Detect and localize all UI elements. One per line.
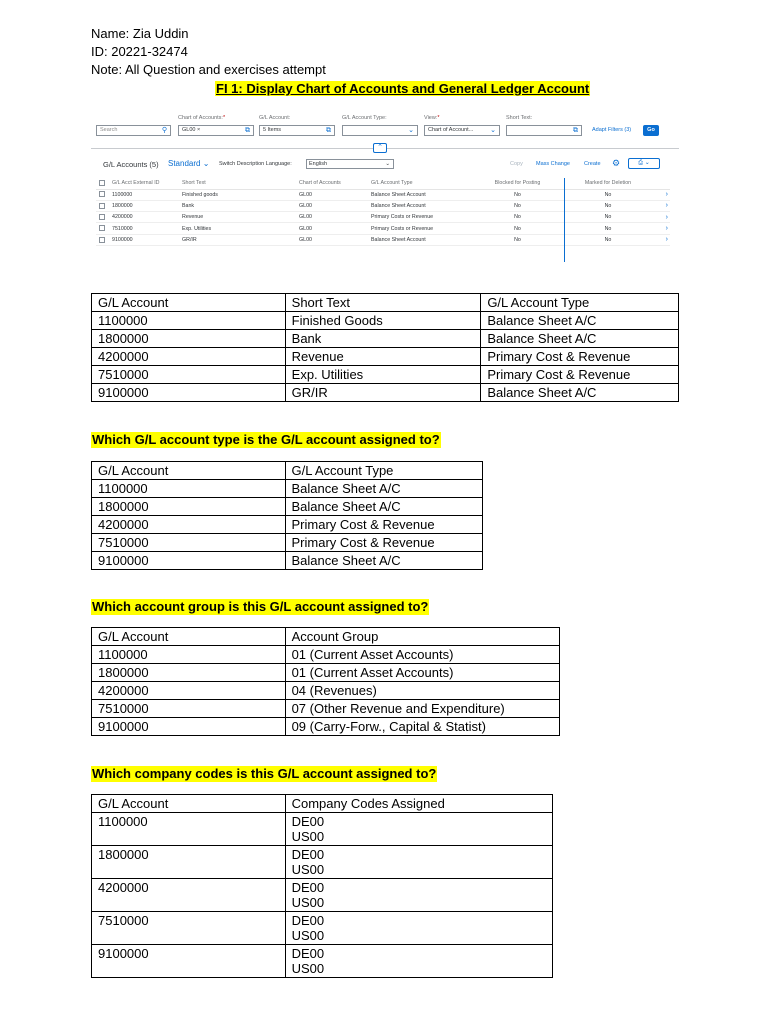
company-code: DE00 xyxy=(291,847,325,862)
table-row[interactable] xyxy=(96,223,670,234)
table-cell: 9100000 xyxy=(112,234,182,245)
table-row xyxy=(92,646,560,664)
create-button[interactable]: Create xyxy=(584,161,601,167)
question-account-group: Which account group is this G/L account assigned to? xyxy=(92,599,429,614)
row-checkbox-cell xyxy=(96,223,112,234)
go-button[interactable]: Go xyxy=(643,125,659,136)
table-cell: GL00 xyxy=(299,189,371,200)
chevron-right-icon[interactable]: › xyxy=(652,234,670,245)
table-cell: GL00 xyxy=(299,212,371,223)
sap-screenshot xyxy=(91,112,679,262)
table-cell xyxy=(285,912,552,945)
company-code: DE00 xyxy=(291,946,325,961)
table-cell: 1800000 xyxy=(112,200,182,211)
table-cell: Exp. Utilities xyxy=(285,366,481,384)
table-cell: Exp. Utilities xyxy=(182,223,299,234)
table-cell: GL00 xyxy=(299,200,371,211)
table-cell: Primary Cost & Revenue xyxy=(285,516,483,534)
table-row xyxy=(92,348,679,366)
table-cell: No xyxy=(471,200,564,211)
column-header: G/L Account xyxy=(92,462,286,480)
column-header: G/L Account Type xyxy=(481,294,679,312)
table-cell xyxy=(285,945,552,978)
table-cell: 1100000 xyxy=(92,646,286,664)
table-cell: Bank xyxy=(285,330,481,348)
table-title: G/L Accounts (5) xyxy=(103,160,159,169)
company-code: DE00 xyxy=(291,814,325,829)
gl-account-type-select[interactable] xyxy=(342,125,418,136)
question-company-codes: Which company codes is this G/L account assigned to? xyxy=(92,766,437,781)
column-header[interactable]: Chart of Accounts xyxy=(299,177,371,189)
row-checkbox[interactable] xyxy=(99,237,105,243)
table-cell: Finished goods xyxy=(182,189,299,200)
table-row xyxy=(92,384,679,402)
table-cell: 9100000 xyxy=(92,718,286,736)
note-text: Note: All Question and exercises attempt xyxy=(91,62,326,77)
collapse-header-icon[interactable]: ⌃ xyxy=(373,143,387,153)
table-cell: No xyxy=(471,234,564,245)
row-checkbox-cell xyxy=(96,200,112,211)
table-cell: 4200000 xyxy=(112,212,182,223)
table-row xyxy=(92,534,483,552)
table-cell xyxy=(285,846,552,879)
table-cell: 7510000 xyxy=(92,912,286,945)
row-checkbox-cell xyxy=(96,234,112,245)
chevron-down-icon: ⌄ xyxy=(385,161,390,167)
table-cell: Balance Sheet A/C xyxy=(285,498,483,516)
table-cell: 9100000 xyxy=(92,945,286,978)
row-checkbox-cell xyxy=(96,212,112,223)
table-cell: 1800000 xyxy=(92,664,286,682)
table-cell: Balance Sheet A/C xyxy=(481,312,679,330)
view-select[interactable]: Chart of Account... ⌄ xyxy=(424,125,500,136)
table-cell: 1800000 xyxy=(92,498,286,516)
table-cell: 04 (Revenues) xyxy=(285,682,559,700)
table-cell: 7510000 xyxy=(92,700,286,718)
table-cell: 7510000 xyxy=(112,223,182,234)
table-cell: Balance Sheet A/C xyxy=(285,552,483,570)
column-header[interactable]: Short Text xyxy=(182,177,299,189)
company-code: DE00 xyxy=(291,913,325,928)
table-cell: No xyxy=(564,223,652,234)
table-row xyxy=(92,552,483,570)
account-group-table xyxy=(91,627,560,736)
table-cell: 1100000 xyxy=(92,813,286,846)
gl-account-field[interactable]: 5 Items ⧉ xyxy=(259,125,335,136)
table-cell: 1100000 xyxy=(112,189,182,200)
table-row[interactable] xyxy=(96,200,670,211)
view-label: View:* xyxy=(424,115,440,121)
table-header-row xyxy=(92,628,560,646)
table-cell: No xyxy=(564,234,652,245)
row-checkbox[interactable] xyxy=(99,203,105,209)
adapt-filters-link[interactable]: Adapt Filters (3) xyxy=(592,127,632,133)
table-cell: GL00 xyxy=(299,223,371,234)
row-checkbox[interactable] xyxy=(99,225,105,231)
company-code: US00 xyxy=(291,895,325,910)
chevron-down-icon: ⌄ xyxy=(202,159,210,168)
table-cell: 1100000 xyxy=(92,312,286,330)
student-id: ID: 20221-32474 xyxy=(91,44,188,59)
column-header[interactable]: Marked for Deletion xyxy=(564,177,652,189)
chart-of-accounts-label: Chart of Accounts:* xyxy=(178,115,226,121)
export-button[interactable] xyxy=(628,158,660,169)
gl-account-label: G/L Account: xyxy=(259,115,291,121)
column-resize-handle[interactable] xyxy=(564,178,565,262)
company-code: US00 xyxy=(291,961,325,976)
column-header[interactable]: G/L Acct External ID xyxy=(112,177,182,189)
copy-button[interactable]: Copy xyxy=(510,161,523,167)
short-text-field[interactable] xyxy=(506,125,582,136)
table-header-row xyxy=(92,795,553,813)
chart-of-accounts-field[interactable]: GL00 × ⧉ xyxy=(178,125,254,136)
table-row xyxy=(92,945,553,978)
table-cell: Primary Cost & Revenue xyxy=(481,348,679,366)
table-row xyxy=(92,879,553,912)
search-icon[interactable]: ⚲ xyxy=(161,127,167,134)
table-cell: 4200000 xyxy=(92,682,286,700)
page-title: FI 1: Display Chart of Accounts and General Ledger Account xyxy=(216,81,590,96)
select-all-checkbox[interactable] xyxy=(99,180,105,186)
table-cell: Balance Sheet A/C xyxy=(481,330,679,348)
column-header: Account Group xyxy=(285,628,559,646)
table-row xyxy=(92,480,483,498)
table-row[interactable] xyxy=(96,234,670,245)
table-cell: Primary Cost & Revenue xyxy=(481,366,679,384)
company-code: DE00 xyxy=(291,880,325,895)
table-row xyxy=(92,718,560,736)
column-header: G/L Account xyxy=(92,628,286,646)
gl-accounts-table xyxy=(96,177,670,246)
table-cell: 4200000 xyxy=(92,348,286,366)
mass-change-button[interactable]: Mass Change xyxy=(536,161,570,167)
table-row xyxy=(92,312,679,330)
table-cell: Revenue xyxy=(182,212,299,223)
export-icon: ⎙ xyxy=(638,160,644,166)
value-help-icon[interactable]: ⧉ xyxy=(326,127,331,134)
chevron-down-icon: ⌄ xyxy=(644,160,650,166)
switch-language-label: Switch Description Language: xyxy=(219,161,292,167)
table-row[interactable] xyxy=(96,189,670,200)
table-cell xyxy=(285,813,552,846)
table-cell: GR/IR xyxy=(182,234,299,245)
account-type-table xyxy=(91,461,483,570)
table-cell: 1100000 xyxy=(92,480,286,498)
table-cell: Balance Sheet Account xyxy=(371,189,471,200)
value-help-icon[interactable]: ⧉ xyxy=(573,127,578,134)
table-cell: 01 (Current Asset Accounts) xyxy=(285,646,559,664)
table-cell: 1800000 xyxy=(92,846,286,879)
gl-account-type-label: G/L Account Type: xyxy=(342,115,387,121)
table-cell: Bank xyxy=(182,200,299,211)
table-cell: No xyxy=(564,189,652,200)
table-cell: No xyxy=(471,212,564,223)
settings-icon[interactable]: ⚙ xyxy=(612,158,621,168)
table-cell: Balance Sheet Account xyxy=(371,200,471,211)
table-cell: 4200000 xyxy=(92,879,286,912)
short-text-label: Short Text: xyxy=(506,115,533,121)
chevron-right-icon[interactable]: › xyxy=(652,223,670,234)
language-select[interactable]: English ⌄ xyxy=(306,159,394,169)
column-header: Company Codes Assigned xyxy=(285,795,552,813)
chevron-right-icon[interactable]: › xyxy=(652,212,670,223)
table-cell: Primary Costs or Revenue xyxy=(371,223,471,234)
table-cell: GR/IR xyxy=(285,384,481,402)
search-input[interactable]: Search ⚲ xyxy=(96,125,171,136)
table-cell: GL00 xyxy=(299,234,371,245)
table-cell: 7510000 xyxy=(92,534,286,552)
row-checkbox[interactable] xyxy=(99,214,105,220)
gl-account-summary-table xyxy=(91,293,679,402)
table-cell: Finished Goods xyxy=(285,312,481,330)
chevron-down-icon: ⌄ xyxy=(490,127,496,134)
table-cell: Balance Sheet A/C xyxy=(285,480,483,498)
table-row xyxy=(92,700,560,718)
student-name: Name: Zia Uddin xyxy=(91,26,189,41)
table-cell: No xyxy=(564,212,652,223)
table-cell: 09 (Carry-Forw., Capital & Statist) xyxy=(285,718,559,736)
chevron-down-icon: ⌄ xyxy=(408,127,414,134)
company-code: US00 xyxy=(291,862,325,877)
table-row xyxy=(92,516,483,534)
table-cell: 07 (Other Revenue and Expenditure) xyxy=(285,700,559,718)
table-cell: Balance Sheet A/C xyxy=(481,384,679,402)
table-cell: No xyxy=(564,200,652,211)
table-row[interactable] xyxy=(96,212,670,223)
column-header: Short Text xyxy=(285,294,481,312)
table-row xyxy=(92,366,679,384)
table-row xyxy=(92,664,560,682)
variant-select[interactable]: Standard ⌄ xyxy=(168,159,210,168)
table-row xyxy=(92,912,553,945)
chevron-right-icon[interactable]: › xyxy=(652,200,670,211)
table-row xyxy=(92,813,553,846)
company-code: US00 xyxy=(291,928,325,943)
row-checkbox[interactable] xyxy=(99,191,105,197)
table-cell: 7510000 xyxy=(92,366,286,384)
table-header-row xyxy=(92,462,483,480)
table-cell: Balance Sheet Account xyxy=(371,234,471,245)
table-cell: No xyxy=(471,223,564,234)
column-header[interactable]: G/L Account Type xyxy=(371,177,471,189)
table-cell xyxy=(285,879,552,912)
table-row xyxy=(92,682,560,700)
table-row xyxy=(92,498,483,516)
table-cell: 1800000 xyxy=(92,330,286,348)
table-cell: 9100000 xyxy=(92,384,286,402)
table-row xyxy=(92,846,553,879)
table-cell: Primary Costs or Revenue xyxy=(371,212,471,223)
value-help-icon[interactable]: ⧉ xyxy=(245,127,250,134)
table-cell: 01 (Current Asset Accounts) xyxy=(285,664,559,682)
company-codes-table xyxy=(91,794,553,978)
table-cell: No xyxy=(471,189,564,200)
table-cell: 9100000 xyxy=(92,552,286,570)
table-header-row xyxy=(92,294,679,312)
company-code: US00 xyxy=(291,829,325,844)
row-checkbox-cell xyxy=(96,189,112,200)
table-toolbar xyxy=(91,155,679,175)
table-row xyxy=(92,330,679,348)
table-cell: Primary Cost & Revenue xyxy=(285,534,483,552)
table-cell: 4200000 xyxy=(92,516,286,534)
table-header-row xyxy=(96,177,670,189)
table-cell: Revenue xyxy=(285,348,481,366)
column-header: G/L Account xyxy=(92,795,286,813)
column-header[interactable]: Blocked for Posting xyxy=(471,177,564,189)
column-header: G/L Account Type xyxy=(285,462,483,480)
question-account-type: Which G/L account type is the G/L account assigned to? xyxy=(92,432,440,447)
column-header: G/L Account xyxy=(92,294,286,312)
chevron-right-icon[interactable]: › xyxy=(652,189,670,200)
